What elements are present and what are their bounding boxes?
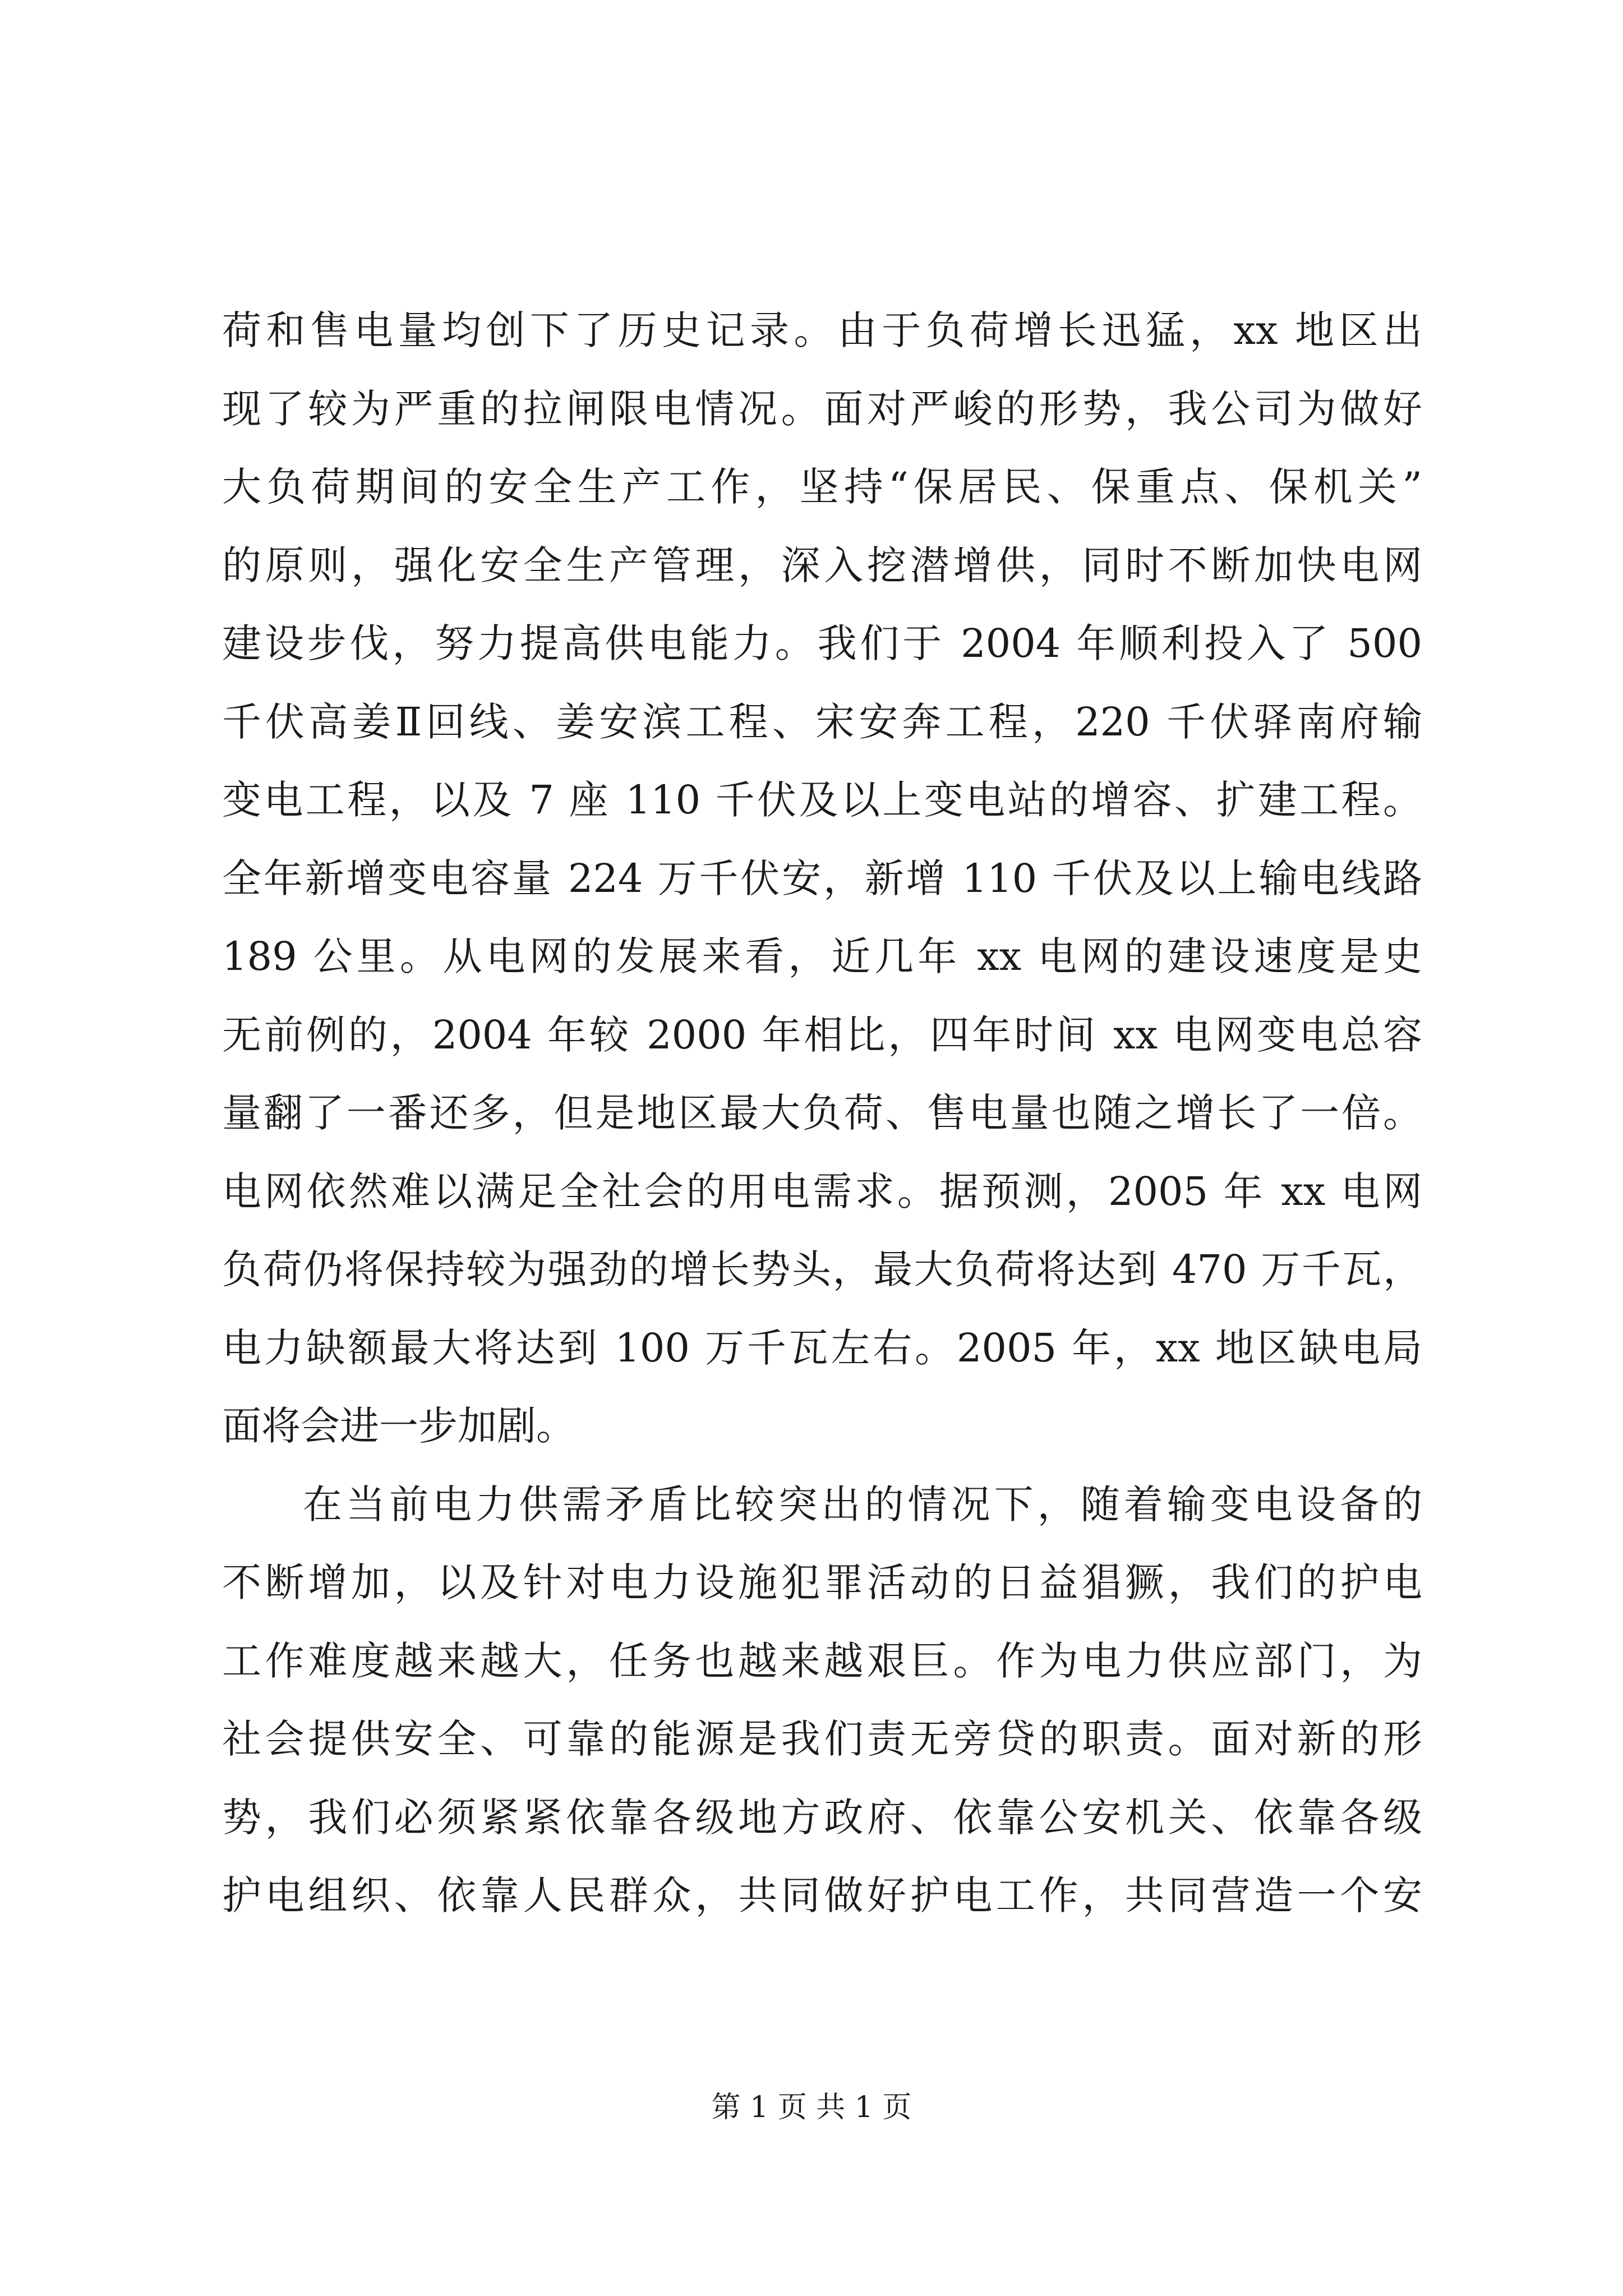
text-line: 现了较为严重的拉闸限电情况。面对严峻的形势，我公司为做好 [222,385,1422,432]
text-line: 社会提供安全、可靠的能源是我们责无旁贷的职责。面对新的形 [222,1716,1422,1762]
text-line: 189 公里。从电网的发展来看，近几年 xx 电网的建设速度是史 [222,933,1422,979]
text-line: 建设步伐，努力提高供电能力。我们于 2004 年顺利投入了 500 [222,620,1422,666]
text-line: 变电工程，以及 7 座 110 千伏及以上变电站的增容、扩建工程。 [222,777,1422,823]
text-line: 面将会进一步加剧。 [222,1403,575,1449]
text-line: 势，我们必须紧紧依靠各级地方政府、依靠公安机关、依靠各级 [222,1794,1422,1841]
text-line: 电网依然难以满足全社会的用电需求。据预测，2005 年 xx 电网 [222,1168,1422,1214]
text-line: 大负荷期间的安全生产工作，坚持“保居民、保重点、保机关” [222,464,1422,510]
text-line: 量翻了一番还多，但是地区最大负荷、售电量也随之增长了一倍。 [222,1090,1422,1136]
document-body [222,292,1422,1935]
text-line: 千伏高姜Ⅱ回线、姜安滨工程、宋安奔工程，220 千伏驿南府输 [222,698,1422,745]
text-line: 不断增加，以及针对电力设施犯罪活动的日益猖獗，我们的护电 [222,1559,1422,1605]
paragraph-2 [222,1466,1422,1935]
text-line: 电力缺额最大将达到 100 万千瓦左右。2005 年，xx 地区缺电局 [222,1324,1422,1371]
paragraph-1 [222,292,1422,1466]
text-line: 在当前电力供需矛盾比较突出的情况下，随着输变电设备的 [303,1481,1422,1527]
text-line: 全年新增变电容量 224 万千伏安，新增 110 千伏及以上输电线路 [222,855,1422,901]
text-line: 护电组织、依靠人民群众，共同做好护电工作，共同营造一个安 [222,1872,1422,1918]
text-line: 工作难度越来越大，任务也越来越艰巨。作为电力供应部门，为 [222,1637,1422,1684]
page-footer: 第 1 页 共 1 页 [711,2091,912,2124]
text-line: 无前例的，2004 年较 2000 年相比，四年时间 xx 电网变电总容 [222,1011,1422,1058]
text-line: 荷和售电量均创下了历史记录。由于负荷增长迅猛，xx 地区出 [222,307,1422,353]
text-line: 负荷仍将保持较为强劲的增长势头，最大负荷将达到 470 万千瓦， [222,1246,1422,1292]
text-line: 的原则，强化安全生产管理，深入挖潜增供，同时不断加快电网 [222,542,1422,588]
